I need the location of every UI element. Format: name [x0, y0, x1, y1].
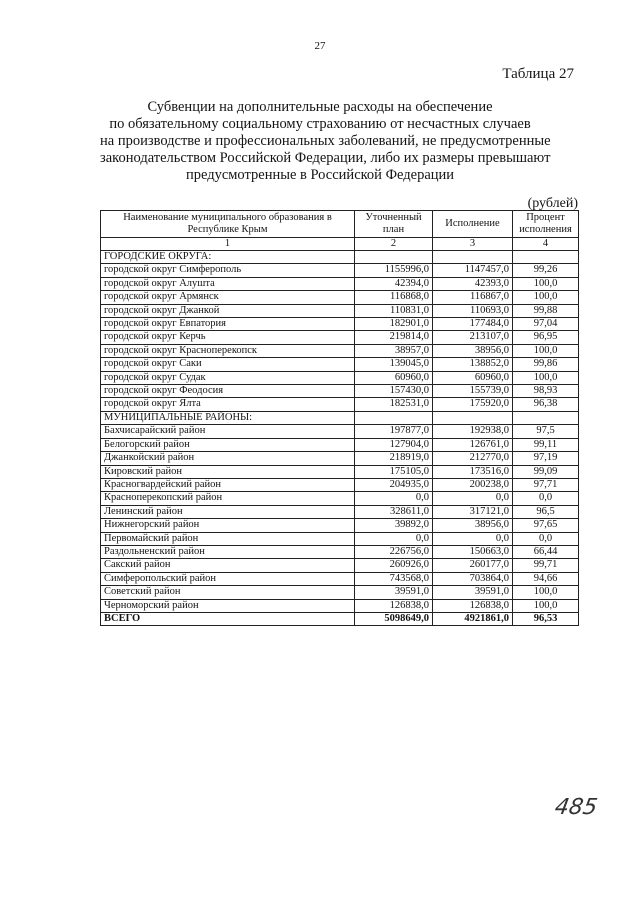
percent-value: 100,0 [513, 277, 579, 290]
exec-value: 38956,0 [433, 344, 513, 357]
municipality-name: городской округ Симферополь [101, 264, 355, 277]
plan-value: 39892,0 [355, 519, 433, 532]
empty-cell [433, 251, 513, 264]
percent-value: 94,66 [513, 572, 579, 585]
percent-value: 97,04 [513, 318, 579, 331]
table-row [101, 452, 579, 465]
exec-value: 0,0 [433, 532, 513, 545]
municipality-name: городской округ Феодосия [101, 385, 355, 398]
exec-value: 4921861,0 [433, 612, 513, 625]
plan-value: 226756,0 [355, 545, 433, 558]
exec-value: 39591,0 [433, 586, 513, 599]
municipality-name: городской округ Саки [101, 358, 355, 371]
municipality-name: Черноморский район [101, 599, 355, 612]
table-row [101, 291, 579, 304]
plan-value: 127904,0 [355, 438, 433, 451]
title-line: Субвенции на дополнительные расходы на обеспечение [147, 99, 493, 115]
table-row [101, 277, 579, 290]
municipality-name: Советский район [101, 586, 355, 599]
exec-value: 116867,0 [433, 291, 513, 304]
percent-value: 96,53 [513, 612, 579, 625]
municipality-name: Нижнегорский район [101, 519, 355, 532]
table-row [101, 465, 579, 478]
document-title [100, 99, 551, 184]
plan-value: 328611,0 [355, 505, 433, 518]
exec-value: 110693,0 [433, 304, 513, 317]
empty-cell [433, 411, 513, 424]
table-row [101, 572, 579, 585]
table-row [101, 304, 579, 317]
percent-value: 97,71 [513, 478, 579, 491]
empty-cell [513, 411, 579, 424]
section-label: МУНИЦИПАЛЬНЫЕ РАЙОНЫ: [101, 411, 355, 424]
percent-value: 96,95 [513, 331, 579, 344]
percent-value: 97,65 [513, 519, 579, 532]
percent-value: 96,38 [513, 398, 579, 411]
exec-value: 150663,0 [433, 545, 513, 558]
subvention-table [100, 210, 579, 626]
column-number: 4 [513, 238, 579, 251]
table-row [101, 532, 579, 545]
section-row [101, 411, 579, 424]
header-pct: Процент исполнения [513, 211, 579, 238]
percent-value: 99,71 [513, 559, 579, 572]
percent-value: 99,88 [513, 304, 579, 317]
header-exec: Исполнение [433, 211, 513, 238]
table-row [101, 264, 579, 277]
empty-cell [355, 251, 433, 264]
column-number-row [101, 238, 579, 251]
municipality-name: Кировский район [101, 465, 355, 478]
municipality-name: Раздольненский район [101, 545, 355, 558]
table-row [101, 398, 579, 411]
header-plan: Уточненный план [355, 211, 433, 238]
table-row [101, 438, 579, 451]
municipality-name: городской округ Армянск [101, 291, 355, 304]
exec-value: 177484,0 [433, 318, 513, 331]
exec-value: 126761,0 [433, 438, 513, 451]
exec-value: 212770,0 [433, 452, 513, 465]
table-row [101, 586, 579, 599]
municipality-name: Первомайский район [101, 532, 355, 545]
exec-value: 155739,0 [433, 385, 513, 398]
plan-value: 1155996,0 [355, 264, 433, 277]
table-row [101, 425, 579, 438]
exec-value: 260177,0 [433, 559, 513, 572]
municipality-name: Джанкойский район [101, 452, 355, 465]
plan-value: 218919,0 [355, 452, 433, 465]
exec-value: 192938,0 [433, 425, 513, 438]
plan-value: 157430,0 [355, 385, 433, 398]
percent-value: 100,0 [513, 371, 579, 384]
page-number: 27 [314, 40, 326, 52]
municipality-name: Белогорский район [101, 438, 355, 451]
plan-value: 110831,0 [355, 304, 433, 317]
title-line: законодательством Российской Федерации, либо их размеры превышают [100, 150, 551, 166]
exec-value: 126838,0 [433, 599, 513, 612]
municipality-name: городской округ Красноперекопск [101, 344, 355, 357]
municipality-name: городской округ Евпатория [101, 318, 355, 331]
municipality-name: ВСЕГО [101, 612, 355, 625]
exec-value: 38956,0 [433, 519, 513, 532]
section-row [101, 251, 579, 264]
exec-value: 138852,0 [433, 358, 513, 371]
plan-value: 260926,0 [355, 559, 433, 572]
plan-value: 197877,0 [355, 425, 433, 438]
percent-value: 97,19 [513, 452, 579, 465]
plan-value: 116868,0 [355, 291, 433, 304]
empty-cell [355, 411, 433, 424]
table-row [101, 559, 579, 572]
exec-value: 60960,0 [433, 371, 513, 384]
column-number: 3 [433, 238, 513, 251]
plan-value: 38957,0 [355, 344, 433, 357]
municipality-name: городской округ Алушта [101, 277, 355, 290]
table-row [101, 519, 579, 532]
percent-value: 99,86 [513, 358, 579, 371]
plan-value: 182531,0 [355, 398, 433, 411]
plan-value: 219814,0 [355, 331, 433, 344]
empty-cell [513, 251, 579, 264]
percent-value: 99,26 [513, 264, 579, 277]
exec-value: 175920,0 [433, 398, 513, 411]
unit-label: (рублей) [527, 196, 578, 211]
header-name: Наименование муниципального образования в Республике Крым [101, 211, 355, 238]
municipality-name: Красноперекопский район [101, 492, 355, 505]
plan-value: 182901,0 [355, 318, 433, 331]
percent-value: 100,0 [513, 344, 579, 357]
table-row [101, 318, 579, 331]
municipality-name: Сакский район [101, 559, 355, 572]
table-row [101, 371, 579, 384]
exec-value: 0,0 [433, 492, 513, 505]
plan-value: 0,0 [355, 532, 433, 545]
table-number: Таблица 27 [502, 66, 574, 82]
plan-value: 60960,0 [355, 371, 433, 384]
percent-value: 98,93 [513, 385, 579, 398]
plan-value: 126838,0 [355, 599, 433, 612]
plan-value: 139045,0 [355, 358, 433, 371]
column-number: 1 [101, 238, 355, 251]
table-row [101, 344, 579, 357]
table-row [101, 599, 579, 612]
municipality-name: Ленинский район [101, 505, 355, 518]
section-label: ГОРОДСКИЕ ОКРУГА: [101, 251, 355, 264]
exec-value: 317121,0 [433, 505, 513, 518]
handwritten-page-number: 485 [552, 795, 600, 820]
exec-value: 1147457,0 [433, 264, 513, 277]
table-row [101, 358, 579, 371]
table-row [101, 545, 579, 558]
percent-value: 99,09 [513, 465, 579, 478]
plan-value: 5098649,0 [355, 612, 433, 625]
percent-value: 99,11 [513, 438, 579, 451]
municipality-name: городской округ Судак [101, 371, 355, 384]
plan-value: 42394,0 [355, 277, 433, 290]
table-row [101, 492, 579, 505]
total-row [101, 612, 579, 625]
municipality-name: городской округ Джанкой [101, 304, 355, 317]
table-row [101, 385, 579, 398]
plan-value: 204935,0 [355, 478, 433, 491]
title-line: на производстве и профессиональных заболеваний, не предусмотренные [100, 133, 551, 149]
exec-value: 703864,0 [433, 572, 513, 585]
exec-value: 173516,0 [433, 465, 513, 478]
title-line: предусмотренные в Российской Федерации [185, 167, 455, 183]
table-header-row [101, 211, 579, 238]
municipality-name: городской округ Керчь [101, 331, 355, 344]
plan-value: 743568,0 [355, 572, 433, 585]
municipality-name: Бахчисарайский район [101, 425, 355, 438]
percent-value: 100,0 [513, 291, 579, 304]
percent-value: 0,0 [513, 532, 579, 545]
table-row [101, 478, 579, 491]
exec-value: 213107,0 [433, 331, 513, 344]
plan-value: 39591,0 [355, 586, 433, 599]
percent-value: 96,5 [513, 505, 579, 518]
table-row [101, 505, 579, 518]
percent-value: 100,0 [513, 599, 579, 612]
table-row [101, 331, 579, 344]
plan-value: 175105,0 [355, 465, 433, 478]
municipality-name: городской округ Ялта [101, 398, 355, 411]
percent-value: 0,0 [513, 492, 579, 505]
percent-value: 100,0 [513, 586, 579, 599]
exec-value: 42393,0 [433, 277, 513, 290]
exec-value: 200238,0 [433, 478, 513, 491]
title-line: по обязательному социальному страхованию от несчастных случаев [109, 116, 531, 132]
percent-value: 97,5 [513, 425, 579, 438]
column-number: 2 [355, 238, 433, 251]
percent-value: 66,44 [513, 545, 579, 558]
plan-value: 0,0 [355, 492, 433, 505]
municipality-name: Красногвардейский район [101, 478, 355, 491]
municipality-name: Симферопольский район [101, 572, 355, 585]
